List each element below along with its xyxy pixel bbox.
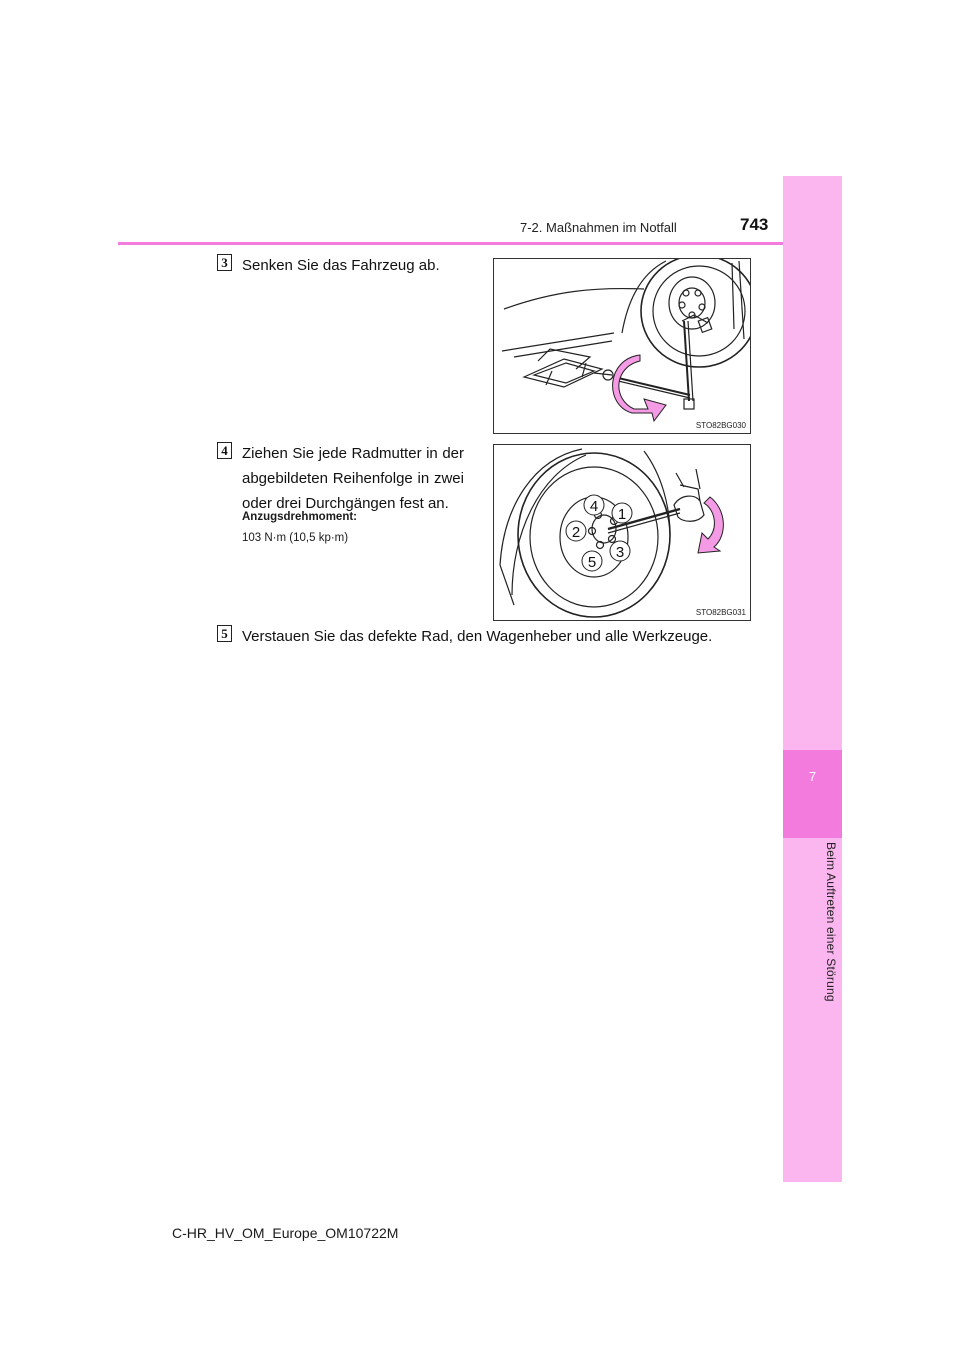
step-4-instruction: Ziehen Sie jede Radmutter in der abgebildeten Reihenfolge in zwei oder drei Durchgängen fest an. (242, 445, 464, 512)
tighten-nuts-illustration (494, 445, 750, 620)
document-id: C-HR_HV_OM_Europe_OM10722M (172, 1225, 399, 1241)
step-5-text: Verstauen Sie das defekte Rad, den Wagenheber und alle Werkzeuge. (242, 628, 713, 645)
nut-label-2: 2 (571, 524, 581, 541)
step-3-badge: 3 (217, 254, 232, 271)
chapter-number: 7 (808, 769, 817, 784)
figure-tighten-nuts (493, 444, 751, 621)
step-5-badge: 5 (217, 625, 232, 642)
figure-code: STO82BG030 (695, 421, 746, 430)
figure-code: STO82BG031 (695, 608, 746, 617)
step-4-text (242, 441, 464, 516)
step-3-text: Senken Sie das Fahrzeug ab. (242, 257, 440, 274)
nut-label-1: 1 (617, 506, 627, 523)
step-4-badge: 4 (217, 442, 232, 459)
nut-label-5: 5 (587, 554, 597, 571)
page-number: 743 (740, 215, 769, 234)
nut-label-3: 3 (615, 544, 625, 561)
nut-label-4: 4 (589, 498, 599, 515)
lower-vehicle-illustration (494, 259, 750, 433)
chapter-number-tab (783, 750, 842, 838)
torque-value: 103 N·m (10,5 kp·m) (242, 532, 349, 544)
torque-label: Anzugsdrehmoment: (242, 511, 357, 523)
section-title: 7-2. Maßnahmen im Notfall (520, 220, 677, 235)
header-rule (118, 242, 783, 245)
chapter-title: Beim Auftreten einer Störung (824, 842, 838, 1002)
figure-lower-vehicle (493, 258, 751, 434)
